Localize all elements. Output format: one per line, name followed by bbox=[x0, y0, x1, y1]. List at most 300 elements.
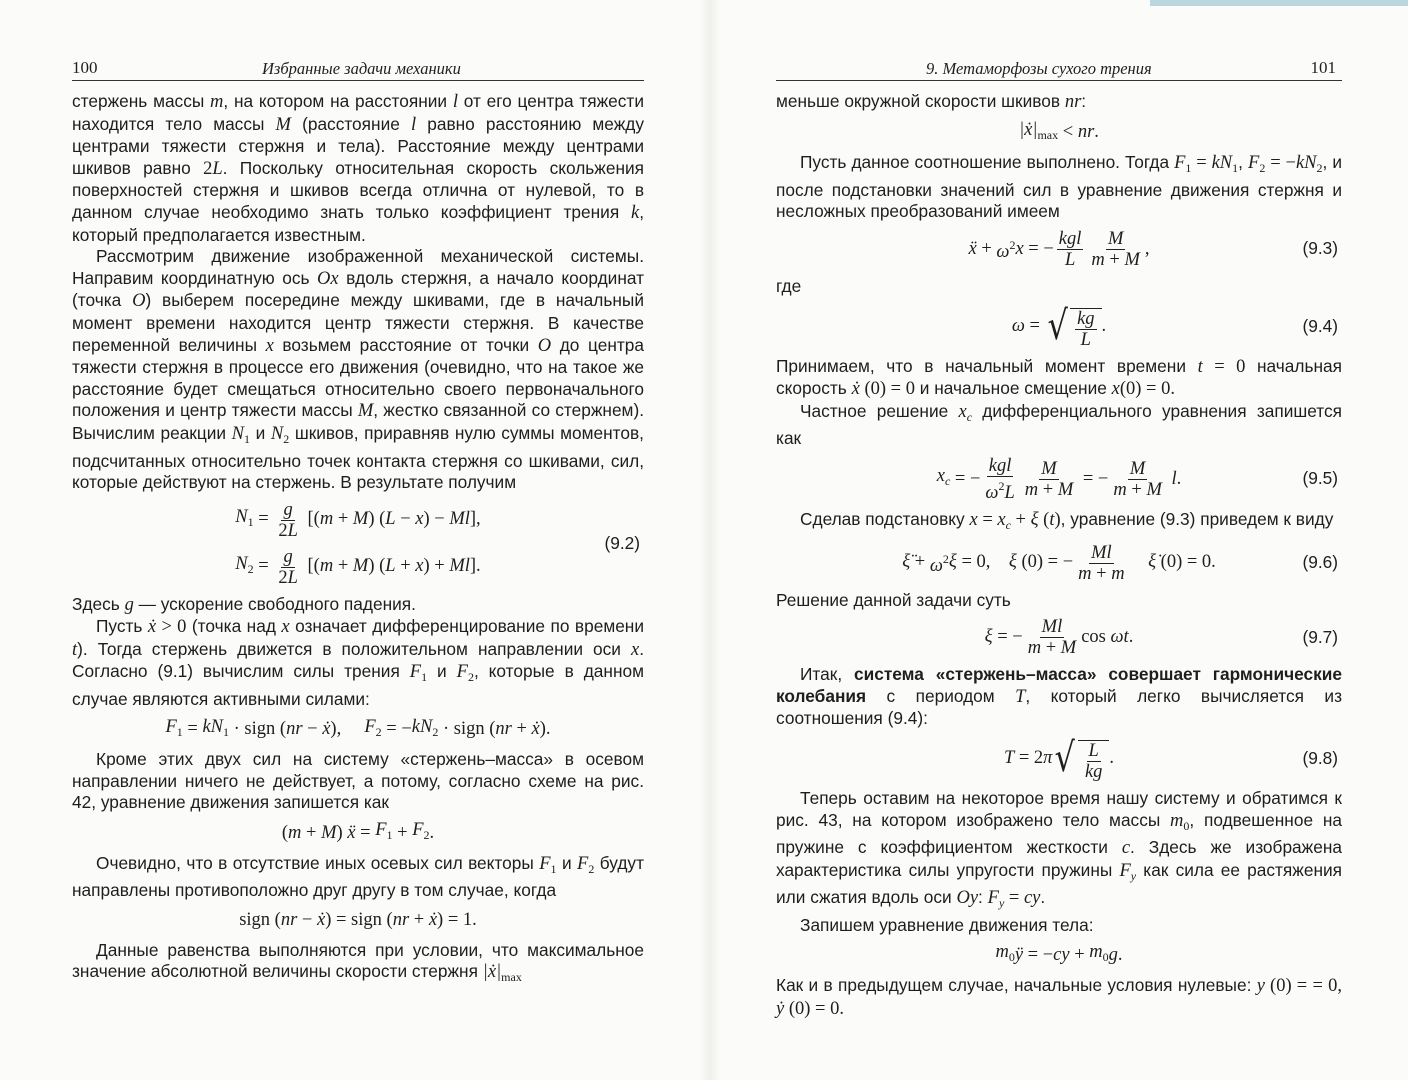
math-text: ξ bbox=[1030, 509, 1039, 530]
math-text: − bbox=[395, 509, 416, 530]
subscript: y bbox=[1130, 868, 1137, 883]
math-symbols bbox=[540, 719, 551, 741]
bold-text-run: система «стержень–масса» совершает гармонические колебания bbox=[776, 664, 1347, 706]
subscript: c bbox=[1005, 517, 1011, 532]
equation-line bbox=[937, 456, 1182, 503]
math-symbols bbox=[409, 910, 429, 932]
math-text: ) ( bbox=[368, 556, 386, 577]
math-symbols bbox=[325, 910, 392, 932]
math-symbols bbox=[1203, 357, 1246, 377]
display-equation bbox=[776, 942, 1342, 969]
math-text: ) + bbox=[423, 556, 450, 577]
text-run: , bbox=[1238, 152, 1249, 173]
math-variable bbox=[286, 719, 302, 741]
paragraph bbox=[72, 852, 649, 902]
equation-lines bbox=[1004, 736, 1114, 782]
math-text: = 2 bbox=[1014, 748, 1044, 769]
math-symbols bbox=[396, 556, 416, 578]
subscript: 1 bbox=[386, 828, 393, 843]
text-run: начальная скорость bbox=[776, 355, 1347, 399]
math-text: = − bbox=[1023, 944, 1054, 965]
math-symbols bbox=[1265, 153, 1296, 173]
math-text: + bbox=[910, 552, 930, 573]
math-text: = − bbox=[950, 468, 981, 489]
text-run: (точка над bbox=[186, 616, 282, 637]
fraction bbox=[1075, 309, 1096, 350]
math-variable bbox=[1015, 945, 1023, 967]
math-symbols bbox=[337, 823, 348, 845]
math-variable bbox=[1211, 153, 1239, 176]
fraction bbox=[1083, 741, 1104, 782]
paragraph bbox=[776, 355, 1347, 401]
math-variable bbox=[1122, 838, 1130, 858]
math-symbols bbox=[1038, 480, 1058, 500]
math-text: F bbox=[539, 853, 551, 874]
subscript: 1 bbox=[247, 514, 254, 529]
math-text: L bbox=[1004, 482, 1015, 503]
math-symbols bbox=[356, 823, 376, 845]
math-text: F bbox=[364, 716, 376, 737]
math-text: [( bbox=[302, 509, 320, 530]
math-text: (0) = 0. bbox=[784, 998, 844, 1019]
text-run: дифференциального уравнения запишется как bbox=[776, 400, 1347, 449]
math-variable bbox=[532, 719, 540, 741]
text-run: возьмем расстояние от точки bbox=[273, 334, 538, 355]
math-text: kg bbox=[1077, 308, 1095, 329]
math-text: ], bbox=[469, 509, 481, 530]
fraction-denominator bbox=[276, 521, 300, 541]
math-variable bbox=[968, 239, 976, 261]
math-variable bbox=[1146, 480, 1161, 500]
math-text: cos bbox=[1081, 626, 1111, 647]
math-text: M bbox=[1124, 249, 1140, 270]
math-text: ]. bbox=[469, 556, 481, 577]
math-text: F bbox=[1119, 860, 1131, 881]
fraction-numerator bbox=[1039, 459, 1058, 480]
math-text: ) = 1. bbox=[437, 910, 477, 931]
equation-number: (9.6) bbox=[1302, 552, 1338, 573]
math-text: (0) = 0. bbox=[1119, 379, 1175, 400]
math-text: = bbox=[253, 509, 274, 530]
math-variable bbox=[1130, 459, 1145, 479]
math-symbols bbox=[1129, 627, 1134, 649]
text-run: равно расстоянию между центрами тяжести стержня и тела). Расстояние между центрами шкивов равно bbox=[72, 113, 649, 178]
text-run: и начальное смещение bbox=[914, 378, 1112, 399]
fraction bbox=[1076, 543, 1126, 584]
math-text: nr bbox=[392, 910, 410, 931]
math-text: + bbox=[392, 822, 413, 843]
math-variable bbox=[449, 509, 470, 531]
text-run: , на котором на расстоянии bbox=[223, 91, 453, 111]
fraction-numerator bbox=[281, 547, 294, 568]
fraction-denominator bbox=[1063, 250, 1077, 270]
text-run: Данные равенства выполняются при условии, что максимальное значение абсолютной величины скорости стержня bbox=[72, 939, 649, 982]
math-text: l bbox=[452, 92, 458, 112]
math-variable bbox=[1112, 379, 1120, 399]
math-text: + bbox=[1091, 563, 1112, 584]
math-text: t bbox=[1197, 356, 1203, 377]
math-variable bbox=[985, 478, 1005, 503]
math-text: M bbox=[357, 401, 374, 422]
math-text: m bbox=[1091, 249, 1105, 270]
text-run: , жестко связанной со стержнем). Вычислим реакции bbox=[72, 400, 649, 443]
math-text: m bbox=[319, 556, 334, 577]
equation-lines bbox=[902, 543, 1216, 584]
math-variable bbox=[1108, 229, 1123, 249]
math-symbols bbox=[423, 509, 449, 531]
math-variable bbox=[1167, 469, 1177, 491]
text-run: и bbox=[250, 422, 271, 443]
math-symbols bbox=[1145, 239, 1150, 261]
math-variable bbox=[1019, 120, 1058, 147]
text-run: вдоль стержня, а начало координат (точка bbox=[72, 267, 649, 311]
math-variable bbox=[276, 115, 291, 135]
math-symbols bbox=[1025, 316, 1045, 338]
math-variable bbox=[353, 556, 368, 578]
subscript: 1 bbox=[244, 431, 251, 446]
math-variable bbox=[165, 717, 182, 744]
math-variable bbox=[1170, 811, 1189, 831]
text-run: Решение данной задачи суть bbox=[776, 589, 1011, 610]
math-text: nr bbox=[1077, 122, 1095, 143]
math-text: − bbox=[302, 719, 323, 740]
math-text: (0) = − bbox=[1016, 552, 1074, 573]
math-variable bbox=[212, 159, 222, 179]
math-text: Ox bbox=[317, 268, 339, 289]
math-symbols bbox=[978, 510, 998, 530]
math-variable bbox=[930, 549, 949, 578]
text-run: Пусть bbox=[96, 616, 148, 637]
text-run: , и после подстановки значений сил в уравнение движения стержня и несложных преобразований имеем bbox=[776, 152, 1347, 222]
math-text: m bbox=[1027, 638, 1042, 659]
running-title: 9. Метаморфозы сухого трения bbox=[926, 59, 1152, 78]
equation-lines bbox=[985, 617, 1134, 658]
math-text: . bbox=[1128, 626, 1134, 647]
math-variable bbox=[148, 617, 156, 637]
math-text: kgl bbox=[1058, 228, 1082, 249]
math-text: L bbox=[1088, 740, 1099, 761]
text-run: , подвешенное на пружине с коэффициентом жесткости bbox=[776, 809, 1347, 858]
fraction bbox=[983, 456, 1016, 503]
text-run: , который предполагается известным. bbox=[72, 201, 649, 245]
subscript: 2 bbox=[588, 861, 595, 876]
fraction-numerator bbox=[1128, 459, 1147, 480]
math-symbols bbox=[203, 159, 212, 179]
math-variable bbox=[283, 500, 292, 520]
text-run: , который легко вычисляется из соотношения (9.4): bbox=[776, 685, 1347, 729]
math-symbols bbox=[368, 509, 385, 531]
equation-line bbox=[902, 543, 1216, 584]
text-run: и bbox=[427, 661, 457, 682]
math-text: ) ( bbox=[368, 509, 386, 530]
math-variable bbox=[1081, 330, 1091, 350]
math-text: F bbox=[987, 888, 999, 909]
text-run: : bbox=[978, 887, 988, 908]
math-text: Ml bbox=[449, 556, 470, 577]
square-root bbox=[1052, 736, 1109, 782]
text-run: и bbox=[556, 852, 578, 873]
math-symbols bbox=[470, 509, 481, 531]
math-symbols bbox=[1041, 638, 1061, 658]
display-equation bbox=[776, 617, 1342, 658]
math-symbols bbox=[957, 552, 1009, 574]
equation-number: (9.5) bbox=[1302, 468, 1338, 489]
math-variable bbox=[776, 999, 784, 1019]
math-variable bbox=[210, 92, 223, 112]
subscript: c bbox=[944, 474, 951, 489]
math-symbols bbox=[1177, 469, 1182, 491]
math-variable bbox=[1004, 483, 1014, 503]
subscript: max bbox=[1037, 127, 1059, 142]
math-variable bbox=[937, 466, 951, 493]
math-variable bbox=[232, 424, 250, 444]
text-run: , уравнение (9.3) приведем к виду bbox=[1060, 508, 1334, 529]
math-text: Ml bbox=[1091, 542, 1112, 563]
subscript: 0 bbox=[1008, 950, 1015, 965]
math-symbols bbox=[1265, 976, 1307, 996]
math-symbols bbox=[239, 910, 281, 932]
math-symbols bbox=[183, 719, 203, 741]
math-variable bbox=[412, 717, 439, 744]
math-text: ẋ bbox=[316, 910, 326, 931]
fraction-denominator bbox=[276, 568, 300, 588]
math-text: M bbox=[1107, 228, 1124, 249]
math-variable bbox=[1059, 229, 1082, 249]
math-variable bbox=[288, 823, 301, 845]
math-text: g bbox=[1108, 944, 1118, 965]
math-text: + bbox=[1069, 944, 1090, 965]
math-variable bbox=[271, 424, 289, 444]
math-variable bbox=[1089, 942, 1108, 969]
display-equation bbox=[776, 120, 1342, 147]
math-text: 2 bbox=[278, 567, 288, 588]
text-run: Кроме этих двух сил на систему «стержень–масса» в осевом направлении ничего не действует, а потому, согласно схеме на рис. 42, уравнение движения запишется как bbox=[72, 749, 649, 813]
text-run: Теперь оставим на некоторое время нашу систему и обратимся к рис. 43, на котором изображено тело массы bbox=[776, 787, 1347, 830]
math-text: ẍ bbox=[968, 238, 977, 259]
math-variable bbox=[958, 402, 972, 422]
text-run: . Здесь же изображена характеристика силы упругости пружины bbox=[776, 837, 1347, 880]
math-symbols bbox=[278, 521, 287, 541]
math-text: . bbox=[1101, 315, 1107, 336]
page-header bbox=[72, 56, 644, 81]
math-text: F bbox=[1248, 153, 1260, 174]
math-variable bbox=[1091, 543, 1112, 563]
math-variable bbox=[989, 456, 1012, 476]
subscript: 1 bbox=[1185, 161, 1192, 176]
math-text: nr bbox=[286, 719, 303, 740]
math-text: + bbox=[395, 556, 416, 577]
math-variable bbox=[364, 717, 381, 744]
math-variable bbox=[631, 640, 639, 660]
math-text: N bbox=[235, 553, 248, 574]
math-text: x bbox=[1111, 379, 1120, 400]
math-symbols bbox=[1078, 469, 1108, 491]
math-text: + bbox=[333, 509, 353, 530]
paragraph bbox=[72, 749, 649, 814]
math-text: ξ̇ bbox=[1148, 552, 1157, 573]
math-symbols bbox=[1118, 945, 1123, 967]
fraction bbox=[1026, 617, 1078, 658]
math-variable bbox=[1148, 552, 1156, 574]
text-run: : bbox=[1081, 91, 1087, 111]
math-variable bbox=[1089, 741, 1099, 761]
subscript: 1 bbox=[176, 724, 183, 739]
math-variable bbox=[1248, 153, 1266, 176]
math-text: |ẋ| bbox=[482, 962, 502, 983]
fraction bbox=[276, 547, 300, 588]
math-text: ẋ bbox=[147, 617, 157, 638]
equation-line bbox=[1012, 304, 1106, 350]
math-variable bbox=[288, 568, 298, 588]
math-variable bbox=[358, 401, 373, 421]
paragraph bbox=[72, 939, 649, 989]
equation-lines bbox=[968, 229, 1149, 270]
math-symbols bbox=[910, 552, 930, 574]
math-variable bbox=[1065, 92, 1081, 112]
math-text: · sign ( bbox=[438, 719, 496, 740]
equation-lines bbox=[1012, 304, 1106, 350]
subscript: 2 bbox=[423, 828, 430, 843]
equation-number: (9.4) bbox=[1302, 315, 1338, 336]
equation-lines bbox=[282, 820, 434, 847]
paragraph bbox=[72, 616, 649, 710]
math-variable bbox=[1009, 552, 1017, 574]
math-text: = − bbox=[992, 626, 1023, 647]
math-text: O bbox=[537, 335, 552, 356]
text-run: Запишем уравнение движения тела: bbox=[800, 914, 1094, 935]
math-variable bbox=[1078, 122, 1094, 144]
equation-line bbox=[239, 910, 477, 932]
math-text: ( bbox=[281, 822, 289, 843]
math-text: = bbox=[977, 509, 998, 530]
math-variable bbox=[1091, 250, 1104, 270]
math-symbols bbox=[254, 556, 274, 578]
math-symbols bbox=[1039, 510, 1050, 530]
math-symbols bbox=[229, 719, 286, 741]
math-text: ) − bbox=[423, 509, 450, 530]
equation-lines bbox=[937, 456, 1182, 503]
math-symbols bbox=[297, 910, 317, 932]
math-text: ẏ bbox=[776, 998, 785, 1019]
math-variable bbox=[235, 507, 253, 534]
math-variable bbox=[1012, 316, 1025, 338]
math-text: + bbox=[1126, 479, 1147, 500]
math-text: + bbox=[301, 822, 322, 843]
math-symbols bbox=[1109, 748, 1114, 770]
text-run: Сделав подстановку bbox=[800, 508, 970, 529]
math-text: F bbox=[456, 662, 468, 683]
math-text: x bbox=[281, 617, 290, 638]
math-text: ω bbox=[985, 482, 999, 503]
math-text: L bbox=[1064, 249, 1076, 270]
fraction-numerator bbox=[1089, 543, 1114, 564]
subscript: 2 bbox=[1259, 161, 1266, 176]
equation-number: (9.8) bbox=[1302, 748, 1338, 769]
math-variable bbox=[125, 595, 134, 615]
math-text: kN bbox=[411, 716, 433, 737]
math-text: · sign ( bbox=[229, 719, 287, 740]
math-symbols bbox=[430, 823, 435, 845]
math-text: . bbox=[1094, 122, 1099, 143]
display-equation bbox=[776, 543, 1342, 584]
equation-lines bbox=[995, 942, 1122, 969]
text-run: стержень массы bbox=[72, 91, 211, 111]
math-text: m bbox=[210, 92, 224, 112]
fraction-denominator bbox=[1083, 762, 1104, 782]
display-equation bbox=[776, 229, 1342, 270]
book-cover-edge bbox=[1150, 0, 1408, 6]
math-text: kgl bbox=[988, 455, 1012, 476]
math-text: ẋ bbox=[531, 719, 540, 740]
math-text: m bbox=[995, 942, 1009, 963]
math-variable bbox=[1078, 564, 1091, 584]
math-text: nr bbox=[495, 719, 512, 740]
math-variable bbox=[375, 820, 392, 847]
math-text: M bbox=[1060, 638, 1077, 659]
math-text: m bbox=[1024, 479, 1039, 500]
equation-lines bbox=[165, 717, 550, 744]
math-symbols bbox=[437, 910, 477, 932]
math-text: ξ bbox=[984, 626, 993, 647]
math-text: ) = sign ( bbox=[325, 910, 393, 931]
text-run: , которые в данном случае являются активными силами: bbox=[72, 661, 649, 710]
display-equation bbox=[72, 820, 644, 847]
fraction-numerator bbox=[987, 456, 1014, 477]
math-text: x bbox=[958, 401, 967, 422]
book-spine-fold bbox=[700, 0, 720, 1080]
math-text: , bbox=[1144, 238, 1150, 259]
math-text: = bbox=[1024, 315, 1045, 336]
text-run: меньше окружной скорости шкивов bbox=[776, 91, 1065, 111]
equation-lines bbox=[235, 500, 480, 588]
math-variable bbox=[429, 910, 437, 932]
text-run: . bbox=[1040, 887, 1046, 908]
math-symbols bbox=[330, 719, 364, 741]
math-variable bbox=[1025, 480, 1038, 500]
math-text: L bbox=[287, 567, 298, 588]
math-variable bbox=[1119, 861, 1136, 881]
math-text: = − bbox=[1078, 468, 1109, 489]
math-text: x bbox=[630, 639, 640, 660]
math-variable bbox=[1043, 748, 1052, 770]
math-variable bbox=[1065, 250, 1075, 270]
math-variable bbox=[1041, 459, 1056, 479]
math-text: t bbox=[1049, 509, 1055, 530]
text-run: . Согласно (9.1) вычислим силы трения bbox=[72, 638, 649, 682]
left-page bbox=[72, 56, 649, 989]
math-variable bbox=[956, 888, 978, 908]
display-equation bbox=[776, 456, 1342, 503]
fraction bbox=[1089, 229, 1141, 270]
equation-number: (9.7) bbox=[1302, 626, 1338, 647]
math-symbols bbox=[303, 719, 323, 741]
equation-lines bbox=[239, 910, 477, 932]
math-text: m bbox=[288, 822, 302, 843]
math-text: ), bbox=[330, 719, 365, 740]
math-text: < bbox=[1058, 122, 1078, 143]
math-symbols bbox=[396, 509, 416, 531]
math-text: + bbox=[409, 910, 429, 931]
superscript: 2 bbox=[998, 478, 1005, 493]
text-run: от его центра тяжести находится тело массы bbox=[72, 91, 649, 134]
math-text: k bbox=[630, 202, 640, 223]
math-variable bbox=[1042, 617, 1063, 637]
math-variable bbox=[281, 617, 289, 637]
math-text: = − bbox=[1265, 153, 1296, 174]
math-text: m bbox=[1089, 942, 1103, 963]
subscript: 2 bbox=[247, 561, 254, 576]
math-symbols bbox=[393, 823, 413, 845]
